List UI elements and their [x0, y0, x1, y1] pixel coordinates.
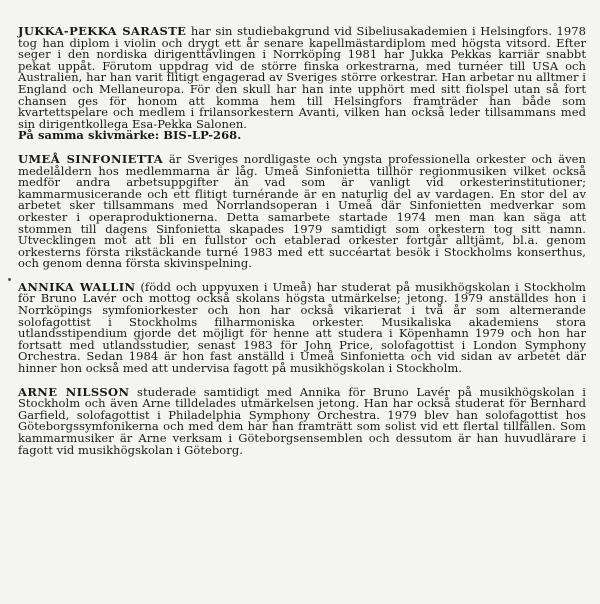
biography-page — [18, 26, 586, 468]
bio-umea-sinfonietta — [18, 151, 586, 271]
bio-text: studerade samtidigt med Annika för Bruno Lavér på musikhögskolan i Stockholm och även Arne tilldelades utmärkelsen jetong. Han har också studerat för Bernhard Garfield, solofagottist i Philadelphia Symphony Orchestra. 1979 blev han solofagottist hos Göteborgssymfonikerna och med dem har han framträtt som solist vid ett flertal tillfällen. Som kammarmusiker är Arne verksam i Göteborgsensemblen och dessutom är han huvudlärare i fagott vid musikhögskolan i Göteborg. — [18, 384, 586, 457]
bio-name: ARNE NILSSON — [18, 384, 130, 399]
margin-speck — [8, 278, 11, 281]
bio-jukka-pekka-saraste — [18, 26, 586, 142]
bio-text: (född och uppvuxen i Umeå) har studerat på musikhögskolan i Stockholm för Bruno Lavér och mottog också skolans högsta utmärkelse; jetong. 1979 anställdes hon i Norrköpings symfoniorkester och hon har också vikarierat i två år som alternerande solofagottist i Stockholms filharmoniska orkester. Musikaliska akademiens stora utlandsstipendium gjorde det möjligt för henne att studera i Köpenhamn 1979 och hon har fortsatt med utlandsstudier, senast 1983 för John Price, solofagottist i London Symphony Orchestra. Sedan 1984 är hon fast anställd i Umeå Sinfonietta och vid sidan av arbetet där hinner hon också med att undervisa fagott på musikhögskolan i Stockholm. — [18, 279, 586, 376]
bio-name: ANNIKA WALLIN — [18, 279, 136, 294]
bio-text: är Sveriges nordligaste och yngsta professionella orkester och även medelåldern hos medlemmarna är låg. Umeå Sinfonietta tillhör regionmusiken vilket också medför andra arbetsuppgifter än vad som är vanligt vid orkesterinstitutioner; kammarmusicerande och ett flitigt turnérande är en naturlig del av vardagen. En stor del av arbetet sker tillsammans med Norrlandsoperan i Umeå där Sinfonietten medverkar som orkester i operaproduktionerna. Detta samarbete startade 1974 men man kan säga att stommen till dagens Sinfonietta skapades 1979 samtidigt som orkestern tog sitt namn. Utvecklingen mot att bli en fullstor och etablerad orkester fortgår alltjämt, bl.a. genom orkesterns första rikstäckande turné 1983 med ett succéartat besök i Stockholms konserthus, och genom denna första skivinspelning. — [18, 151, 586, 271]
bio-annika-wallin — [18, 279, 586, 376]
bio-name: UMEÅ SINFONIETTA — [18, 151, 164, 166]
bio-name: JUKKA-PEKKA SARASTE — [18, 24, 187, 38]
bio-text: har sin studiebakgrund vid Sibeliusakademien i Helsingfors. 1978 tog han diplom i violin och drygt ett år senare kapellmästardiplom med högsta vitsord. Efter seger i den nordiska dirigenttävlingen i Norrköping 1981 har Jukka Pekkas karriär snabbt pekat uppåt. Förutom uppdrag vid de större finska orkestrarna, med turnéer till USA och Australien, har han varit flitigt engagerad av Sveriges större orkestrar. Han arbetar nu alltmer i England och Mellaneuropa. För den skull har han inte upphört med sitt fiolspel utan så fort chansen ges för honom att komma hem till Helsingfors framträder han både som kvartettspelare och medlem i frilansorkestern Avanti, vilken han också leder tillsammans med sin dirigentkollega Esa-Pekka Salonen. — [18, 24, 586, 131]
bio-arne-nilsson — [18, 384, 586, 457]
recording-reference: På samma skivmärke: BIS-LP-268. — [18, 128, 242, 143]
